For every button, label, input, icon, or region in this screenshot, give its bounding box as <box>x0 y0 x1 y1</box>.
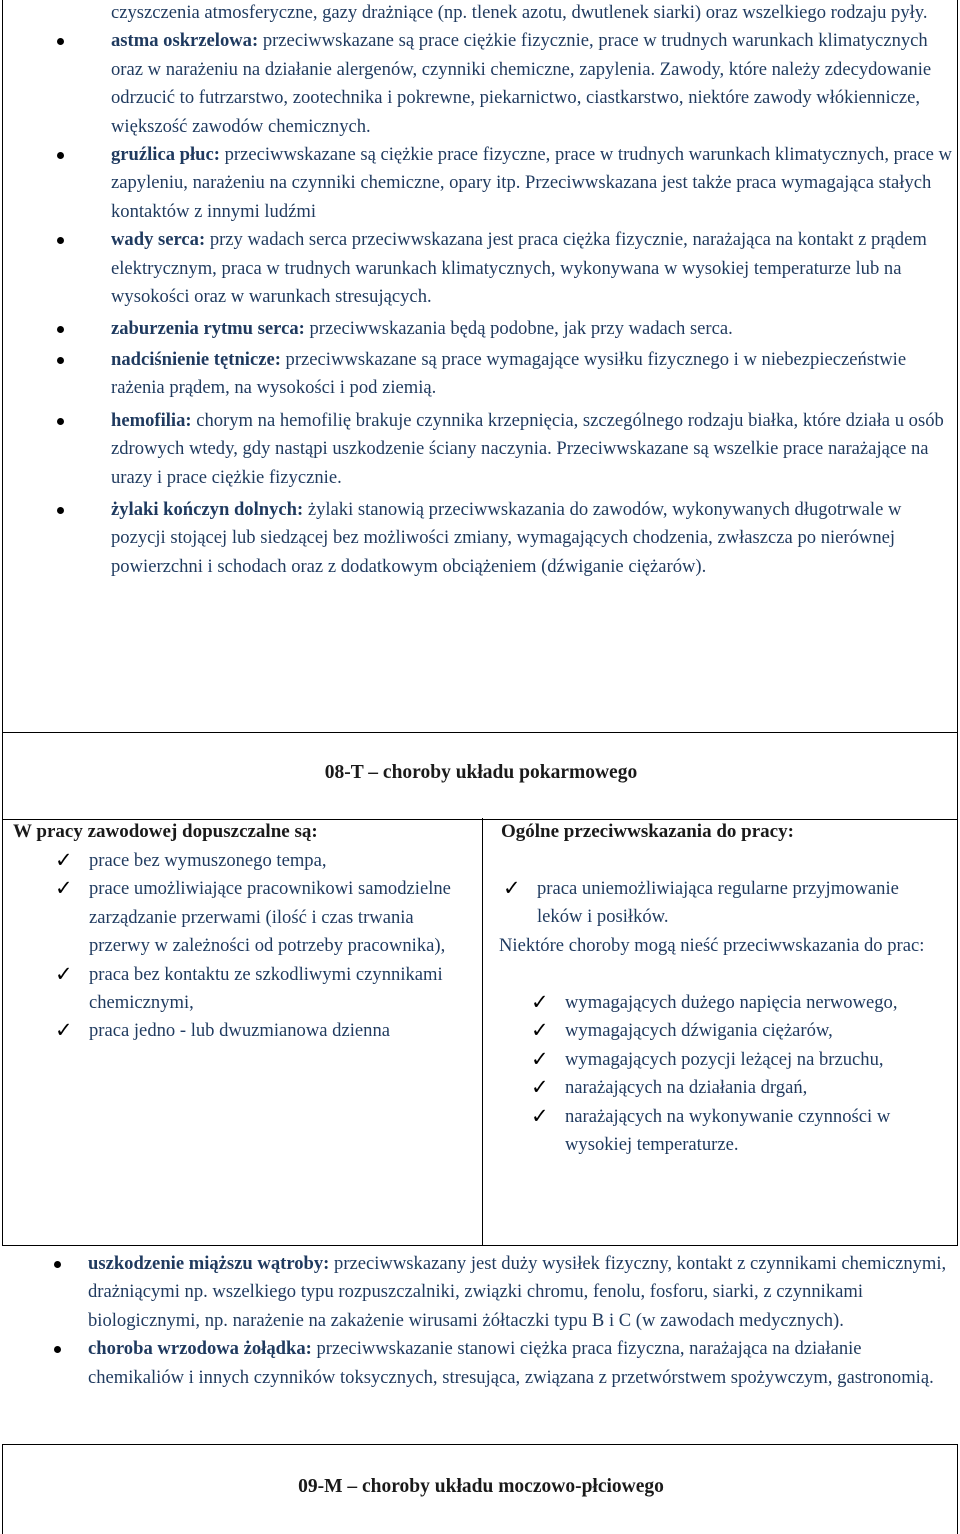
list-item <box>111 496 953 581</box>
section-08-heading: 08-T – choroby układu pokarmowego <box>324 762 638 783</box>
list-item <box>111 141 953 226</box>
list-item <box>111 315 953 343</box>
list-item <box>111 226 953 311</box>
bullet-dot-icon <box>57 38 64 45</box>
item-term: uszkodzenie miąższu wątroby: <box>88 1253 330 1274</box>
checkmark-icon: ✓ <box>503 876 521 900</box>
item-text: przeciwwskazane są prace wymagające wysiłku fizycznego i w niebezpieczeństwie rażenia prądem, na wysokości i pod ziemią. <box>111 348 907 399</box>
list-item <box>88 1250 950 1335</box>
list-item <box>531 1017 951 1045</box>
list-item <box>531 1103 951 1160</box>
section-09-heading: 09-M – choroby układu moczowo-płciowego <box>298 1476 664 1497</box>
item-text: przy wadach serca przeciwwskazana jest praca ciężka fizycznie, narażająca na kontakt z prądem elektrycznym, praca w trudnych warunkach klimatycznych, wykonywana w wysokiej temperaturze lub na wysokości oraz w warunkach stresujących. <box>111 229 927 308</box>
item-text: wymagających dźwigania ciężarów, <box>565 1020 833 1042</box>
contraindication-list <box>111 0 953 581</box>
list-item <box>111 27 953 141</box>
item-text: przeciwwskazane są ciężkie prace fizyczne, prace w trudnych warunkach klimatycznych, prace w zapyleniu, narażeniu na czynniki chemiczne, opary itp. Przeciwwskazana jest także praca wymagająca stałych kontaktów z innymi ludźmi <box>111 144 952 222</box>
list-item <box>503 875 947 932</box>
digestive-contraindication-list <box>88 1250 950 1392</box>
item-term: hemofilia: <box>111 409 192 431</box>
item-text: przeciwwskazania będą podobne, jak przy wadach serca. <box>304 318 733 340</box>
allowed-work-column <box>2 818 482 1246</box>
list-item <box>111 0 953 27</box>
allowed-work-heading: W pracy zawodowej dopuszczalne są: <box>13 821 318 842</box>
item-term: nadciśnienie tętnicze: <box>111 348 281 370</box>
specific-contraindications-list <box>531 989 951 1159</box>
item-term: zaburzenia rytmu serca: <box>111 318 305 340</box>
item-term: żylaki kończyn dolnych: <box>111 498 304 520</box>
list-item <box>55 1017 469 1045</box>
item-text: żylaki stanowią przeciwwskazania do zawodów, wykonywanych długotrwale w pozycji stojącej lub siedzącej bez możliwości zmiany, wymagających chodzenia, zwłaszcza po nierównej powierzchni i schodach oraz z dodatkowym obciążeniem (dźwiganie ciężarów). <box>111 498 902 577</box>
checkmark-icon: ✓ <box>55 1018 73 1043</box>
item-text: praca bez kontaktu ze szkodliwymi czynnikami chemicznymi, <box>89 963 443 1014</box>
general-contraindications-list <box>503 875 947 932</box>
item-text: przeciwwskazany jest duży wysiłek fizyczny, kontakt z czynnikami chemicznymi, drażniącymi np. wszelkiego typu rozpuszczalniki, związki chromu, fenolu, fosforu, siarki, z czynnikami biologicznymi, np. narażenie na zakażenie wirusami żółtaczki typu B i C (w zawodach medycznych). <box>88 1253 947 1331</box>
list-item <box>111 346 953 403</box>
item-text: przeciwwskazanie stanowi ciężka praca fizyczna, narażająca na działanie chemikaliów i innych czynników toksycznych, stresująca, związana z przetwórstwem spożywczym, gastronomią. <box>88 1338 934 1388</box>
bullet-dot-icon <box>57 152 64 159</box>
list-item <box>531 1046 951 1074</box>
checkmark-icon: ✓ <box>531 1103 549 1128</box>
item-text: przeciwwskazane są prace ciężkie fizycznie, prace w trudnych warunkach klimatycznych oraz w narażeniu na działanie alergenów, czynniki chemiczne, zapylenia. Zawody, które należy zdecydowanie odrzucić to futrzarstwo, zootechnika i pokrewne, piekarnictwo, ciastkarstwo, niektóre zawody włókiennicze, większość zawodów chemicznych. <box>111 30 932 137</box>
contraindications-heading: Ogólne przeciwwskazania do pracy: <box>501 821 794 842</box>
bullet-dot-icon <box>57 507 64 514</box>
checkmark-icon: ✓ <box>531 1046 549 1071</box>
list-item <box>88 1335 950 1392</box>
item-text: praca jedno - lub dwuzmianowa dzienna <box>89 1020 390 1042</box>
checkmark-icon: ✓ <box>531 990 549 1014</box>
item-text: prace umożliwiające pracownikowi samodzielne zarządzanie przerwami (ilość i czas trwania przerwy w zależności od potrzeby pracownika), <box>89 878 451 957</box>
list-item <box>55 961 469 1018</box>
section-07-box <box>2 0 958 733</box>
checkmark-icon: ✓ <box>55 961 73 986</box>
item-term: wady serca: <box>111 229 206 251</box>
bullet-dot-icon <box>57 237 64 244</box>
checkmark-icon: ✓ <box>531 1018 549 1043</box>
contraindications-column <box>482 818 958 1246</box>
item-text: narażających na działania drgań, <box>565 1077 808 1099</box>
list-item <box>55 875 469 960</box>
checkmark-icon: ✓ <box>531 1075 549 1100</box>
item-text: wymagających dużego napięcia nerwowego, <box>565 992 898 1013</box>
item-text: praca uniemożliwiająca regularne przyjmowanie leków i posiłków. <box>537 878 899 928</box>
checkmark-icon: ✓ <box>55 848 73 872</box>
allowed-work-list <box>55 847 469 1046</box>
list-item <box>55 847 469 875</box>
item-term: astma oskrzelowa: <box>111 30 259 52</box>
list-item <box>111 407 953 492</box>
item-text: wymagających pozycji leżącej na brzuchu, <box>565 1048 884 1070</box>
list-item <box>531 989 951 1017</box>
note-text: Niektóre choroby mogą nieść przeciwwskazania do prac: <box>499 935 925 956</box>
section-08-heading-box <box>2 732 958 820</box>
item-text: prace bez wymuszonego tempa, <box>89 850 327 871</box>
item-text: chorym na hemofilię brakuje czynnika krzepnięcia, szczególnego rodzaju białka, które działa u osób zdrowych wtedy, gdy nastąpi uszkodzenie ściany naczynia. Przeciwwskazane są wszelkie prace narażające na urazy i prace ciężkie fizycznie. <box>111 409 944 488</box>
bullet-dot-icon <box>57 326 64 333</box>
bullet-dot-icon <box>54 1346 61 1353</box>
item-term: gruźlica płuc: <box>111 144 220 166</box>
bullet-dot-icon <box>57 357 64 364</box>
bullet-dot-icon <box>57 418 64 425</box>
bullet-dot-icon <box>54 1261 61 1268</box>
list-item <box>531 1074 951 1102</box>
checkmark-icon: ✓ <box>55 876 73 901</box>
item-text: narażających na wykonywanie czynności w wysokiej temperaturze. <box>565 1105 891 1156</box>
section-09-heading-box <box>2 1444 958 1534</box>
item-text: czyszczenia atmosferyczne, gazy drażniące (np. tlenek azotu, dwutlenek siarki) oraz wszelkiego rodzaju pyły. <box>111 2 928 23</box>
item-term: choroba wrzodowa żołądka: <box>88 1338 312 1360</box>
